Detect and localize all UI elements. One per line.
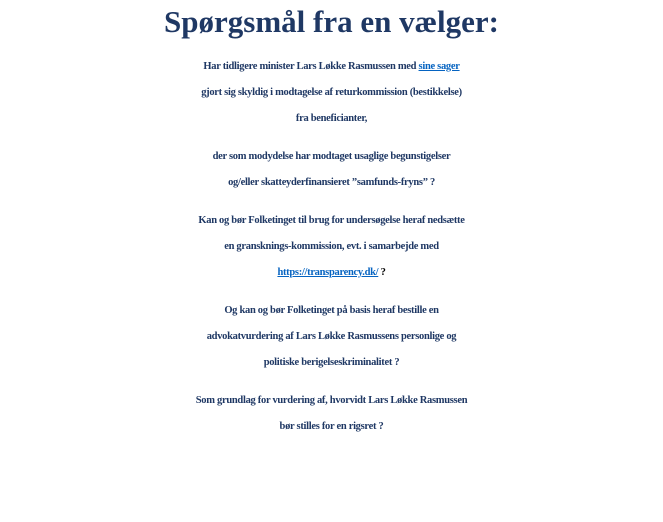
paragraph-5-line-2: bør stilles for en rigsret ? <box>279 421 384 432</box>
paragraph-1-line-1-text: Har tidligere minister Lars Løkke Rasmussen med <box>203 61 419 72</box>
paragraph-1-line-1 <box>0 54 663 80</box>
paragraph-5-line-1: Som grundlag for vurdering af, hvorvidt Lars Løkke Rasmussen <box>195 395 468 406</box>
paragraph-4-line-1: Og kan og bør Folketinget på basis heraf bestille en <box>224 305 439 316</box>
paragraph-1-line-3: fra beneficianter, <box>295 113 368 124</box>
question-mark: ? <box>378 267 386 278</box>
page-title: Spørgsmål fra en vælger: <box>164 4 499 39</box>
paragraph-question-3 <box>0 208 663 286</box>
paragraph-4-line-3: politiske berigelseskriminalitet ? <box>263 357 400 368</box>
paragraph-question-2 <box>0 144 663 196</box>
paragraph-3-line-3 <box>0 260 663 286</box>
paragraph-3-line-2: en gransknings-kommission, evt. i samarbejde med <box>224 241 439 252</box>
paragraph-4-line-2: advokatvurdering af Lars Løkke Rasmussens personlige og <box>206 331 457 342</box>
paragraph-2-line-2: og/eller skatteyderfinansieret ”samfunds-fryns” ? <box>228 177 435 188</box>
paragraph-1-line-2: gjort sig skyldig i modtagelse af returkommission (bestikkelse) <box>201 87 462 98</box>
paragraph-question-1 <box>0 54 663 132</box>
paragraph-2-line-1: der som modydelse har modtaget usaglige begunstigelser <box>212 151 451 162</box>
paragraph-question-4 <box>0 298 663 376</box>
sine-sager-link[interactable]: sine sager <box>418 61 460 72</box>
transparency-link[interactable]: https://transparency.dk/ <box>277 267 379 278</box>
paragraph-question-5 <box>0 388 663 440</box>
paragraph-3-line-1: Kan og bør Folketinget til brug for undersøgelse heraf nedsætte <box>198 215 465 226</box>
